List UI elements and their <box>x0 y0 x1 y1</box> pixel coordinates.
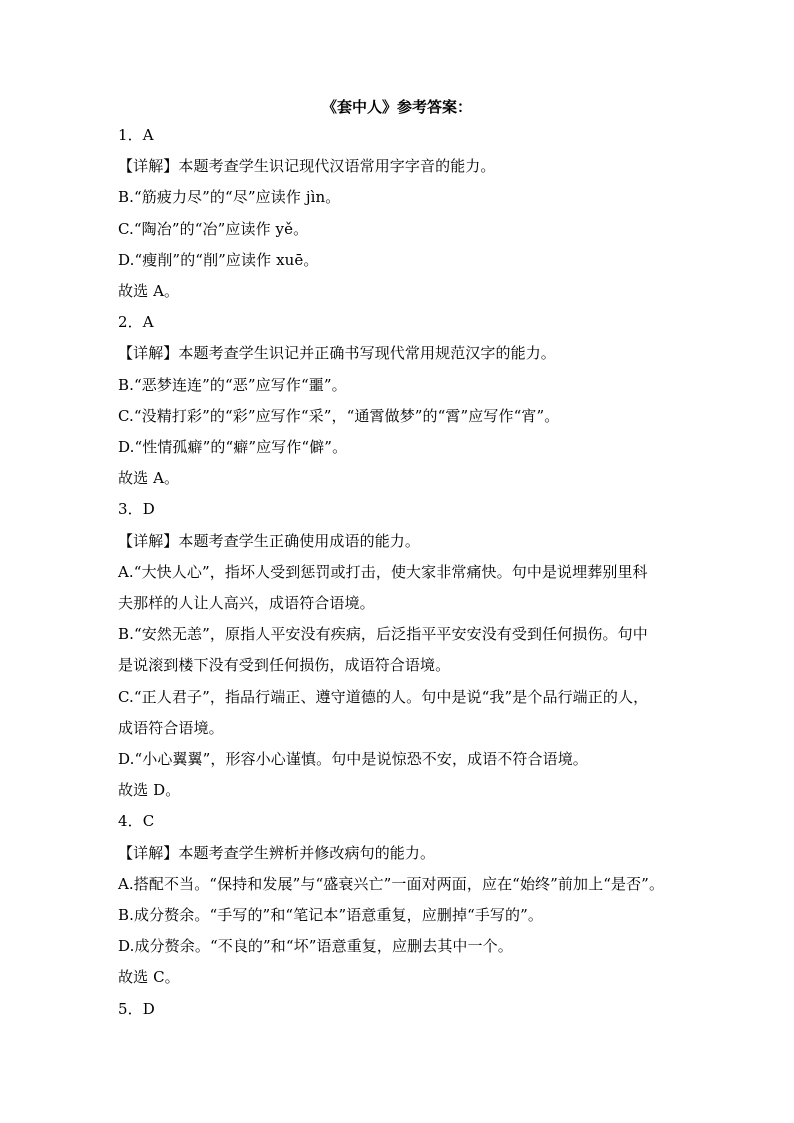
answer-choice-2: 故选 A。 <box>118 469 180 488</box>
answer-detail-3: 【详解】本题考查学生正确使用成语的能力。 <box>118 531 421 550</box>
answer-text-line: C.“陶冶”的“冶”应读作 yě。 <box>118 219 309 238</box>
answer-text-line: A.“大快人心”，指坏人受到惩罚或打击，使大家非常痛快。句中是说埋葬别里科 <box>118 562 648 581</box>
answer-text-line: A.搭配不当。“保持和发展”与“盛衰兴亡”一面对两面，应在“始终”前加上“是否”。 <box>118 874 665 893</box>
answer-text-line: D.“小心翼翼”，形容小心谨慎。句中是说惊恐不安，成语不符合语境。 <box>118 750 588 769</box>
answer-text-line: 是说滚到楼下没有受到任何损伤，成语符合语境。 <box>118 656 451 675</box>
answer-choice-3: 故选 D。 <box>118 781 181 800</box>
answer-text-line: 成语符合语境。 <box>118 718 224 737</box>
answer-text-line: D.“瘦削”的“削”应读作 xuē。 <box>118 250 319 269</box>
answer-choice-1: 故选 A。 <box>118 282 180 301</box>
answer-number-2: 2．A <box>118 313 154 332</box>
answer-detail-2: 【详解】本题考查学生识记并正确书写现代常用规范汉字的能力。 <box>118 344 556 363</box>
answer-number-4: 4．C <box>118 812 155 831</box>
answer-number-5: 5．D <box>118 999 155 1018</box>
page-title: 《套中人》参考答案： <box>321 98 472 116</box>
answer-text-line: 夫那样的人让人高兴，成语符合语境。 <box>118 594 375 613</box>
answer-choice-4: 故选 C。 <box>118 968 180 987</box>
answer-text-line: D.成分赘余。“不良的”和“坏”语意重复，应删去其中一个。 <box>118 937 513 956</box>
answer-text-line: B.成分赘余。“手写的”和“笔记本”语意重复，应删掉“手写的”。 <box>118 906 544 925</box>
answer-text-line: B.“筋疲力尽”的“尽”应读作 jìn。 <box>118 188 341 207</box>
answer-number-1: 1．A <box>118 126 154 144</box>
answer-text-line: C.“没精打彩”的“彩”应写作“采”，“通霄做梦”的“霄”应写作“宵”。 <box>118 406 560 425</box>
answer-text-line: D.“性情孤癖”的“癖”应写作“僻”。 <box>118 438 348 457</box>
answer-text-line: C.“正人君子”，指品行端正、遵守道德的人。句中是说“我”是个品行端正的人， <box>118 687 649 706</box>
answer-body <box>118 120 678 1025</box>
answer-text-line: B.“安然无恙”，原指人平安没有疾病，后泛指平平安安没有受到任何损伤。句中 <box>118 625 648 644</box>
answer-text-line: B.“恶梦连连”的“恶”应写作“噩”。 <box>118 375 347 394</box>
answer-detail-1: 【详解】本题考查学生识记现代汉语常用字字音的能力。 <box>118 157 496 176</box>
answer-detail-4: 【详解】本题考查学生辨析并修改病句的能力。 <box>118 843 436 862</box>
answer-number-3: 3．D <box>118 500 155 519</box>
